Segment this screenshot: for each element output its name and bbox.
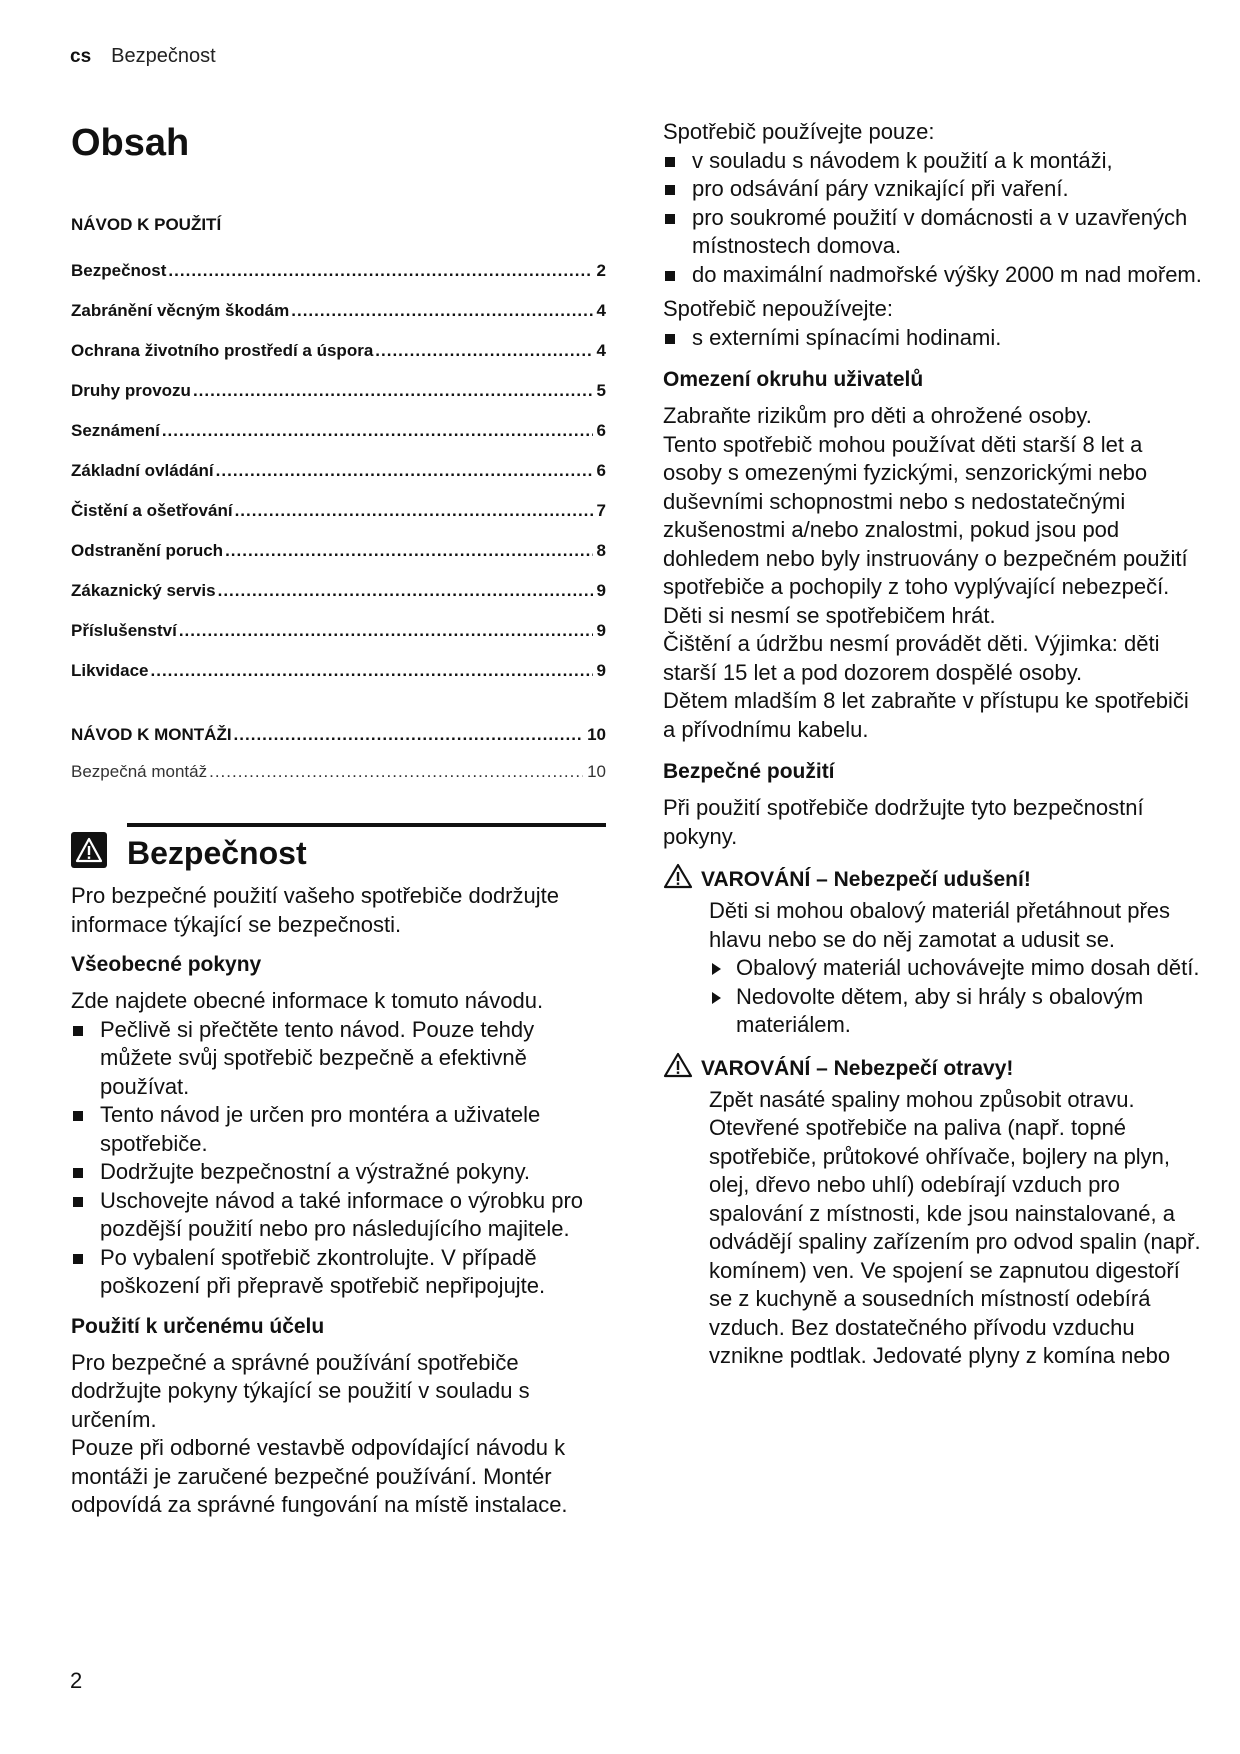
toc-entry-page: 9 bbox=[596, 621, 606, 640]
toc-entry-page: 6 bbox=[596, 421, 606, 440]
subheading-general: Všeobecné pokyny bbox=[71, 953, 262, 976]
toc-entry[interactable] bbox=[71, 611, 606, 651]
toc-entry-page: 9 bbox=[596, 581, 606, 600]
toc-leader-dots bbox=[375, 331, 592, 371]
toc-entry-page: 5 bbox=[596, 381, 606, 400]
running-header bbox=[70, 45, 216, 68]
toc-entry-page: 8 bbox=[596, 541, 606, 560]
toc-entry-label: Odstranění poruch bbox=[71, 541, 224, 560]
list-item: Dodržujte bezpečnostní a výstražné pokyny. bbox=[71, 1158, 606, 1187]
toc-entry-label: NÁVOD K MONTÁŽI bbox=[71, 725, 232, 744]
warning-title: VAROVÁNÍ – Nebezpečí otravy! bbox=[701, 1056, 1014, 1080]
list-item: Pečlivě si přečtěte tento návod. Pouze tehdy můžete svůj spotřebič bezpečně a efektivně používat. bbox=[71, 1016, 606, 1102]
running-section-title: Bezpečnost bbox=[111, 45, 216, 67]
left-column bbox=[71, 110, 606, 1520]
toc-leader-dots bbox=[193, 371, 593, 411]
list-item: pro odsávání páry vznikající při vaření. bbox=[663, 175, 1203, 204]
toc-entry[interactable] bbox=[71, 251, 606, 291]
warning-text: Zpět nasáté spaliny mohou způsobit otravu. Otevřené spotřebiče na paliva (např. topné spotřebiče, průtokové ohřívače, bojlery na plyn, olej, dřevo nebo uhlí) odebírají vzduch pro spalování z místnosti, kde jsou nainstalované, a odvádějí spaliny zařízením pro odvod spalin (např. komínem) ven. Ve spojení se zapnutou digestoří se z kuchyně a sousedních místností odebírá vzduch. Bez dostatečného přívodu vzduchu vznikne podtlak. Jedovaté plyny z komína nebo bbox=[709, 1086, 1201, 1368]
general-intro: Zde najdete obecné informace k tomuto návodu. bbox=[71, 988, 544, 1013]
toc-group-installation bbox=[71, 715, 606, 789]
toc-entry-page: 10 bbox=[587, 725, 606, 744]
warning-step: Nedovolte dětem, aby si hrály s obalovým materiálem. bbox=[709, 983, 1203, 1040]
restriction-line: Děti si nesmí se spotřebičem hrát. bbox=[663, 602, 996, 628]
toc-list bbox=[71, 251, 606, 691]
warning-triangle-icon bbox=[663, 1052, 701, 1086]
section-title: Bezpečnost bbox=[127, 835, 307, 871]
language-code: cs bbox=[70, 46, 92, 67]
use-only-label: Spotřebič používejte pouze: bbox=[663, 119, 935, 144]
toc-group-title: NÁVOD K POUŽITÍ bbox=[71, 215, 222, 234]
toc-entry-label: Ochrana životního prostředí a úspora bbox=[71, 341, 374, 360]
toc-entry[interactable] bbox=[71, 491, 606, 531]
toc-entry[interactable] bbox=[71, 411, 606, 451]
warning-body bbox=[663, 897, 1203, 1040]
toc-entry-label: Bezpečnost bbox=[71, 261, 167, 280]
toc-entry-page: 6 bbox=[596, 461, 606, 480]
toc-entry[interactable] bbox=[71, 291, 606, 331]
toc-entry-page: 2 bbox=[596, 261, 606, 280]
toc-leader-dots bbox=[216, 451, 593, 491]
warning-text: Děti si mohou obalový materiál přetáhnout přes hlavu nebo se do něj zamotat a udusit se. bbox=[709, 898, 1171, 952]
restriction-line: Dětem mladším 8 let zabraňte v přístupu ke spotřebiči a přívodnímu kabelu. bbox=[663, 688, 1189, 742]
list-item: Po vybalení spotřebič zkontrolujte. V případě poškození při přepravě spotřebič nepřipojujte. bbox=[71, 1244, 606, 1301]
warning-triangle-icon bbox=[71, 832, 107, 868]
warnings bbox=[663, 863, 1203, 1371]
toc-entry-page: 4 bbox=[596, 301, 606, 320]
toc-entry-label: Zákaznický servis bbox=[71, 581, 216, 600]
toc-entry-label: Bezpečná montáž bbox=[71, 762, 208, 781]
list-item: Tento návod je určen pro montéra a uživatele spotřebiče. bbox=[71, 1101, 606, 1158]
do-not-use-label: Spotřebič nepoužívejte: bbox=[663, 296, 893, 321]
toc-entry-label: Základní ovládání bbox=[71, 461, 214, 480]
toc-entry-page: 7 bbox=[596, 501, 606, 520]
toc-group-usage bbox=[71, 215, 606, 691]
general-list bbox=[71, 1016, 606, 1301]
warning-heading bbox=[663, 863, 1203, 897]
warning-body bbox=[663, 1086, 1203, 1371]
user-restriction-text bbox=[663, 402, 1203, 744]
toc-entry-label: Příslušenství bbox=[71, 621, 177, 640]
list-item: s externími spínacími hodinami. bbox=[663, 324, 1203, 353]
subheading-safe-use: Bezpečné použití bbox=[663, 760, 835, 783]
toc-entry[interactable] bbox=[71, 371, 606, 411]
list-item: do maximální nadmořské výšky 2000 m nad mořem. bbox=[663, 261, 1203, 290]
toc-leader-dots bbox=[179, 611, 593, 651]
toc-entry-label: Zabránění věcným škodám bbox=[71, 301, 290, 320]
toc-leader-dots bbox=[218, 571, 593, 611]
restriction-line: Čištění a údržbu nesmí provádět děti. Výjimka: děti starší 15 let a pod dozorem dospělé osoby. bbox=[663, 631, 1160, 685]
toc-entry-installation[interactable] bbox=[71, 715, 606, 755]
list-item: Uschovejte návod a také informace o výrobku pro pozdější použití nebo pro následujícího majitele. bbox=[71, 1187, 606, 1244]
toc-leader-dots bbox=[234, 715, 584, 755]
toc-entry[interactable] bbox=[71, 651, 606, 691]
toc-entry-label: Likvidace bbox=[71, 661, 149, 680]
warning-step: Obalový materiál uchovávejte mimo dosah dětí. bbox=[709, 954, 1203, 983]
list-item: pro soukromé použití v domácnosti a v uzavřených místnostech domova. bbox=[663, 204, 1203, 261]
toc-entry[interactable] bbox=[71, 451, 606, 491]
page-number: 2 bbox=[70, 1668, 83, 1693]
intended-use-para2: Pouze při odborné vestavbě odpovídající návodu k montáži je zaručené bezpečné používání. Montér odpovídá za správné fungování na místě instalace. bbox=[71, 1435, 568, 1517]
list-item: v souladu s návodem k použití a k montáži, bbox=[663, 147, 1203, 176]
toc-title: Obsah bbox=[71, 122, 190, 164]
do-not-use-list bbox=[663, 324, 1203, 353]
toc-entry-page: 10 bbox=[587, 762, 606, 781]
subheading-intended-use: Použití k určenému účelu bbox=[71, 1314, 325, 1338]
warning-heading bbox=[663, 1052, 1203, 1086]
toc-leader-dots bbox=[151, 651, 593, 691]
toc-leader-dots bbox=[291, 291, 592, 331]
safety-intro: Pro bezpečné použití vašeho spotřebiče dodržujte informace týkající se bezpečnosti. bbox=[71, 883, 559, 937]
toc-entry-label: Seznámení bbox=[71, 421, 160, 440]
toc-leader-dots bbox=[209, 755, 583, 789]
toc-leader-dots bbox=[235, 491, 593, 531]
restriction-line: Zabraňte rizikům pro děti a ohrožené osoby. bbox=[663, 403, 1092, 428]
toc-entry[interactable] bbox=[71, 331, 606, 371]
toc-entry-page: 4 bbox=[596, 341, 606, 360]
use-only-list bbox=[663, 147, 1203, 290]
right-column bbox=[663, 118, 1203, 1371]
toc-entry-page: 9 bbox=[596, 661, 606, 680]
warning-triangle-icon bbox=[663, 863, 701, 897]
toc-leader-dots bbox=[162, 411, 593, 451]
toc-entry[interactable] bbox=[71, 755, 606, 789]
toc-entry[interactable] bbox=[71, 531, 606, 571]
toc-entry-label: Druhy provozu bbox=[71, 381, 191, 400]
warning-title: VAROVÁNÍ – Nebezpečí udušení! bbox=[701, 868, 1031, 891]
safe-use-intro: Při použití spotřebiče dodržujte tyto bezpečnostní pokyny. bbox=[663, 795, 1144, 849]
warning-block bbox=[663, 863, 1203, 1040]
intended-use-para1: Pro bezpečné a správné používání spotřebiče dodržujte pokyny týkající se použití v souladu s určením. bbox=[71, 1349, 530, 1432]
toc-entry-label: Čistění a ošetřování bbox=[71, 501, 233, 520]
warning-steps bbox=[709, 954, 1203, 1040]
subheading-user-restriction: Omezení okruhu uživatelů bbox=[663, 368, 924, 391]
section-heading-safety bbox=[71, 823, 606, 872]
warning-block bbox=[663, 1052, 1203, 1371]
toc-leader-dots bbox=[225, 531, 592, 571]
toc-entry[interactable] bbox=[71, 571, 606, 611]
restriction-line: Tento spotřebič mohou používat děti starší 8 let a osoby s omezenými fyzickými, senzorickými nebo duševními schopnostmi nebo s nedostatečnými zkušenostmi a/nebo znalostmi, pokud jsou pod dohledem nebo byly instruovány o bezpečném použití spotřebiče a pochopily z toho vyplývající nebezpečí. bbox=[663, 431, 1188, 599]
toc-leader-dots bbox=[168, 251, 592, 291]
